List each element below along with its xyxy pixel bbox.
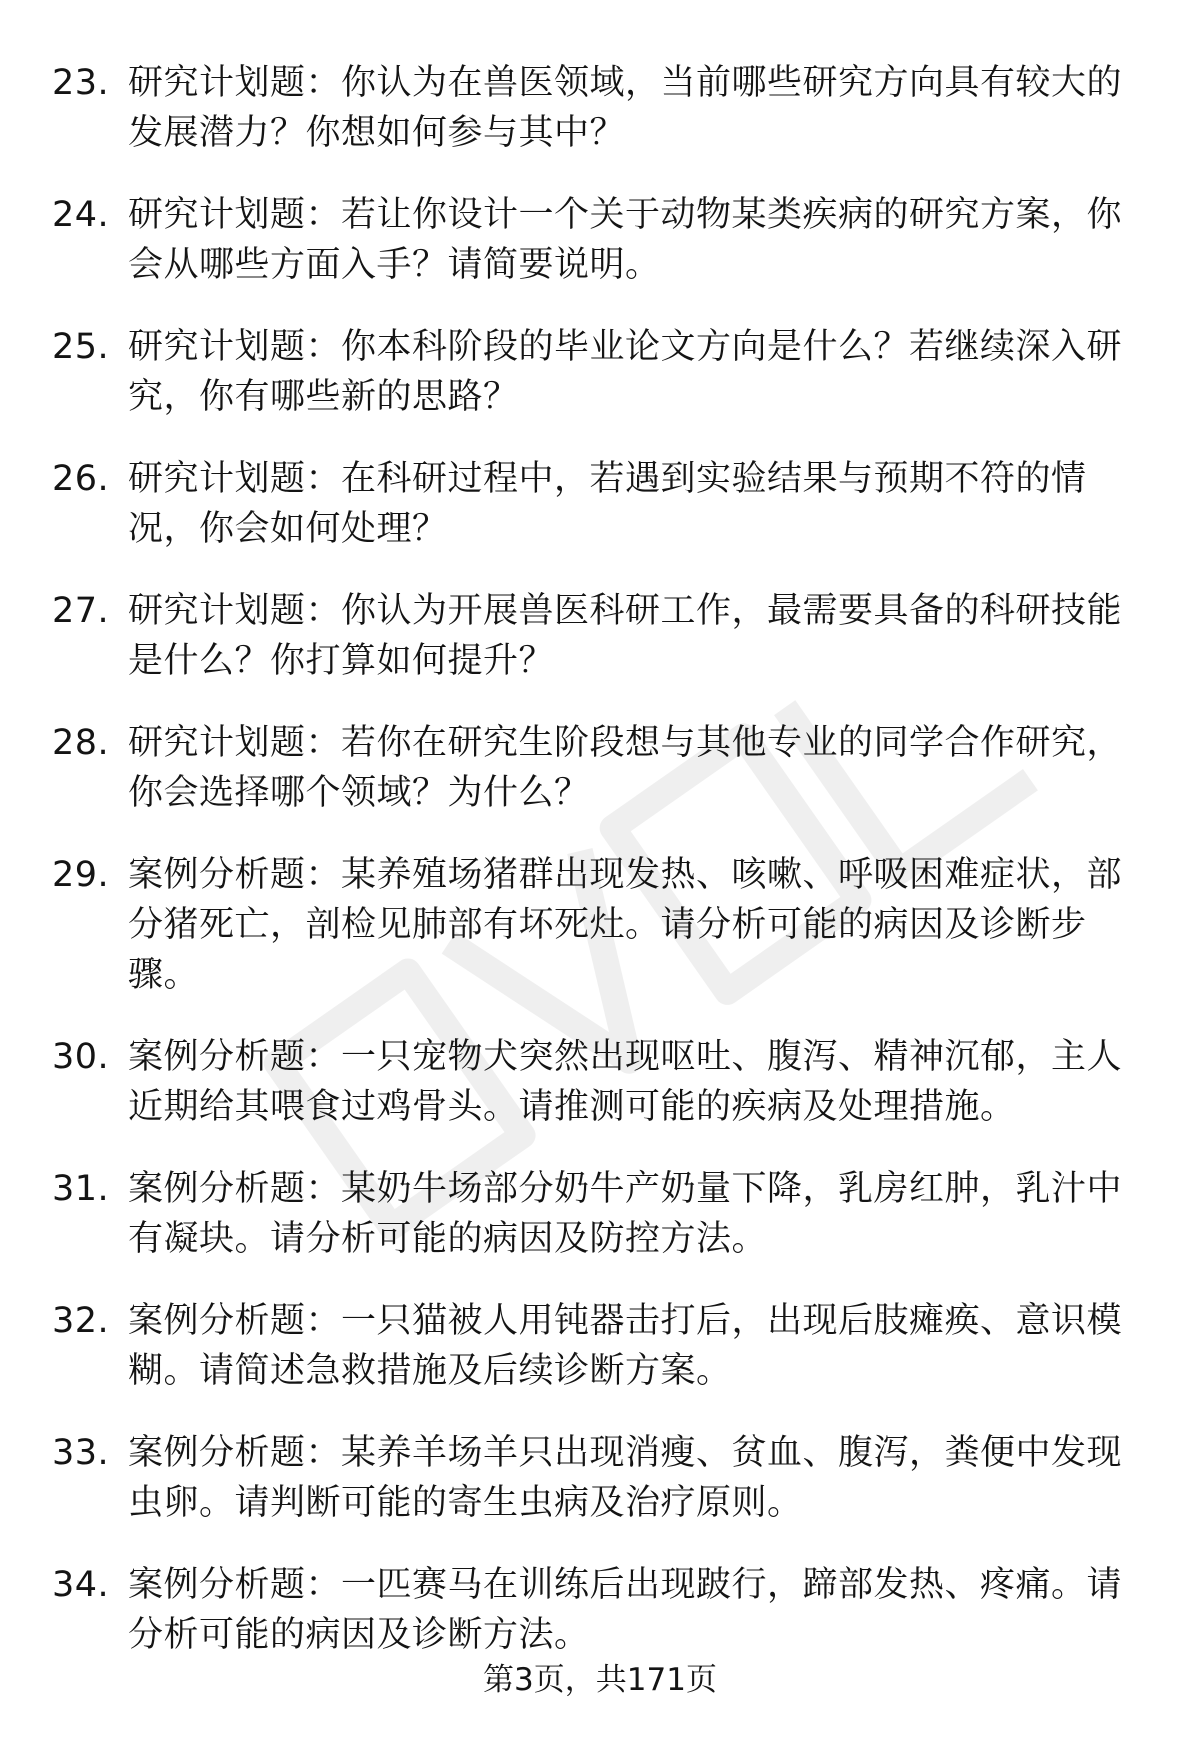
question-item — [52, 58, 1142, 158]
question-item — [52, 1560, 1142, 1660]
question-number: 27. — [52, 591, 110, 631]
question-number: 28. — [52, 723, 110, 763]
question-item — [52, 718, 1142, 818]
question-item — [52, 1164, 1142, 1264]
question-number: 26. — [52, 459, 110, 499]
question-number: 24. — [52, 195, 110, 235]
question-item — [52, 586, 1142, 686]
page-footer: 第3页，共171页 — [483, 1662, 717, 1698]
question-text: 案例分析题：某奶牛场部分奶牛产奶量下降，乳房红肿，乳汁中有凝块。请分析可能的病因及防控方法。 — [128, 1169, 1123, 1259]
question-text: 案例分析题：一匹赛马在训练后出现跛行，蹄部发热、疼痛。请分析可能的病因及诊断方法。 — [128, 1565, 1123, 1655]
question-text: 研究计划题：若你在研究生阶段想与其他专业的同学合作研究，你会选择哪个领域？为什么？ — [128, 723, 1123, 813]
question-text: 案例分析题：某养殖场猪群出现发热、咳嗽、呼吸困难症状，部分猪死亡，剖检见肺部有坏死灶。请分析可能的病因及诊断步骤。 — [128, 855, 1123, 995]
question-text: 研究计划题：若让你设计一个关于动物某类疾病的研究方案，你会从哪些方面入手？请简要说明。 — [128, 195, 1123, 285]
question-text: 案例分析题：某养羊场羊只出现消瘦、贫血、腹泻，粪便中发现虫卵。请判断可能的寄生虫病及治疗原则。 — [128, 1433, 1123, 1523]
question-number: 34. — [52, 1565, 110, 1605]
question-item — [52, 850, 1142, 1000]
question-text: 研究计划题：在科研过程中，若遇到实验结果与预期不符的情况，你会如何处理？ — [128, 459, 1087, 549]
question-number: 33. — [52, 1433, 110, 1473]
question-number: 25. — [52, 327, 110, 367]
question-item — [52, 322, 1142, 422]
question-text: 案例分析题：一只宠物犬突然出现呕吐、腹泻、精神沉郁，主人近期给其喂食过鸡骨头。请推测可能的疾病及处理措施。 — [128, 1037, 1123, 1127]
question-item — [52, 454, 1142, 554]
question-text: 研究计划题：你本科阶段的毕业论文方向是什么？若继续深入研究，你有哪些新的思路？ — [128, 327, 1123, 417]
question-item — [52, 1296, 1142, 1396]
question-number: 30. — [52, 1037, 110, 1077]
question-number: 31. — [52, 1169, 110, 1209]
question-text: 研究计划题：你认为开展兽医科研工作，最需要具备的科研技能是什么？你打算如何提升？ — [128, 591, 1123, 681]
question-number: 32. — [52, 1301, 110, 1341]
question-item — [52, 190, 1142, 290]
question-item — [52, 1428, 1142, 1528]
question-text: 案例分析题：一只猫被人用钝器击打后，出现后肢瘫痪、意识模糊。请简述急救措施及后续诊断方案。 — [128, 1301, 1123, 1391]
question-number: 23. — [52, 63, 110, 103]
question-list — [52, 58, 1142, 1692]
question-text: 研究计划题：你认为在兽医领域，当前哪些研究方向具有较大的发展潜力？你想如何参与其中？ — [128, 63, 1123, 153]
question-number: 29. — [52, 855, 110, 895]
question-item — [52, 1032, 1142, 1132]
